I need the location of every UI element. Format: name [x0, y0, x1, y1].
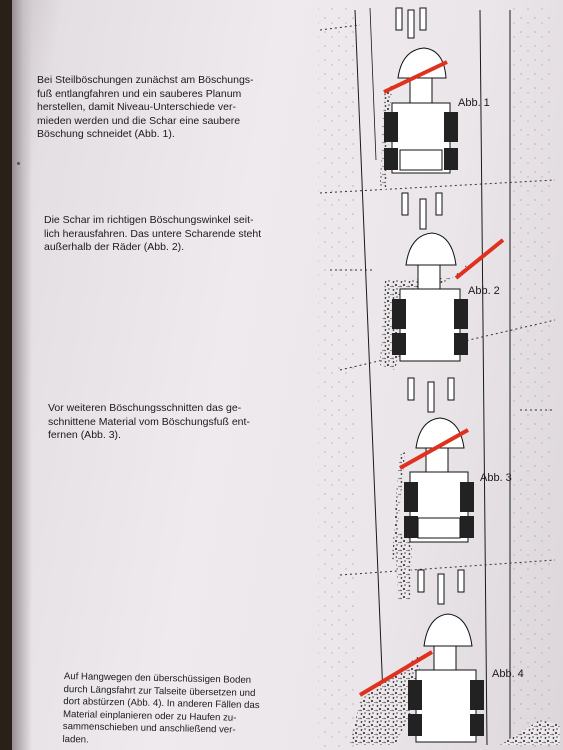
road-edge-right: [480, 10, 487, 745]
hillside-texture: [318, 8, 358, 750]
text-line: laden.: [62, 733, 89, 746]
text-line: Material einplanieren oder zu Haufen zu-: [62, 708, 237, 724]
text-line: schnittene Material vom Böschungsfuß ent-: [48, 415, 250, 428]
text-line: sammenschieben und anschließend ver-: [62, 720, 236, 736]
text-line: fuß entlangfahren und ein sauberes Planum: [37, 87, 242, 100]
bulldozer-1: [384, 8, 458, 173]
text-line: durch Längsfahrt zur Talseite übersetzen und: [63, 683, 256, 699]
gravel-pile-3b: [395, 530, 412, 600]
text-line: Bei Steilböschungen zunächst am Böschungs-: [37, 74, 254, 86]
text-line: mieden werden und die Schar eine saubere: [37, 114, 241, 127]
text-line: dort abstürzen (Abb. 4). In anderen Fällen das: [63, 695, 260, 712]
text-line: außerhalb der Räder (Abb. 2).: [44, 241, 185, 253]
text-line: fernen (Abb. 3).: [48, 429, 121, 441]
text-line: lich herausfahren. Das untere Scharende steht: [44, 227, 262, 240]
figure-label-1: Abb. 1: [458, 97, 490, 109]
text-line: Auf Hangwegen den überschüssigen Boden: [63, 671, 252, 686]
red-blade-2: [456, 240, 503, 278]
valley-texture: [510, 8, 555, 750]
text-line: herstellen, damit Niveau-Unterschiede ver-: [37, 101, 237, 113]
figure-label-4: Abb. 4: [492, 668, 524, 680]
figure-label-2: Abb. 2: [468, 285, 500, 297]
road-edge-left: [355, 10, 385, 745]
text-line: Vor weiteren Böschungsschnitten das ge-: [48, 402, 242, 414]
slope-line: [370, 8, 376, 160]
figure-label-3: Abb. 3: [480, 472, 512, 484]
text-line: Böschung schneidet (Abb. 1).: [37, 128, 175, 140]
text-line: Die Schar im richtigen Böschungswinkel seit-: [44, 214, 254, 226]
